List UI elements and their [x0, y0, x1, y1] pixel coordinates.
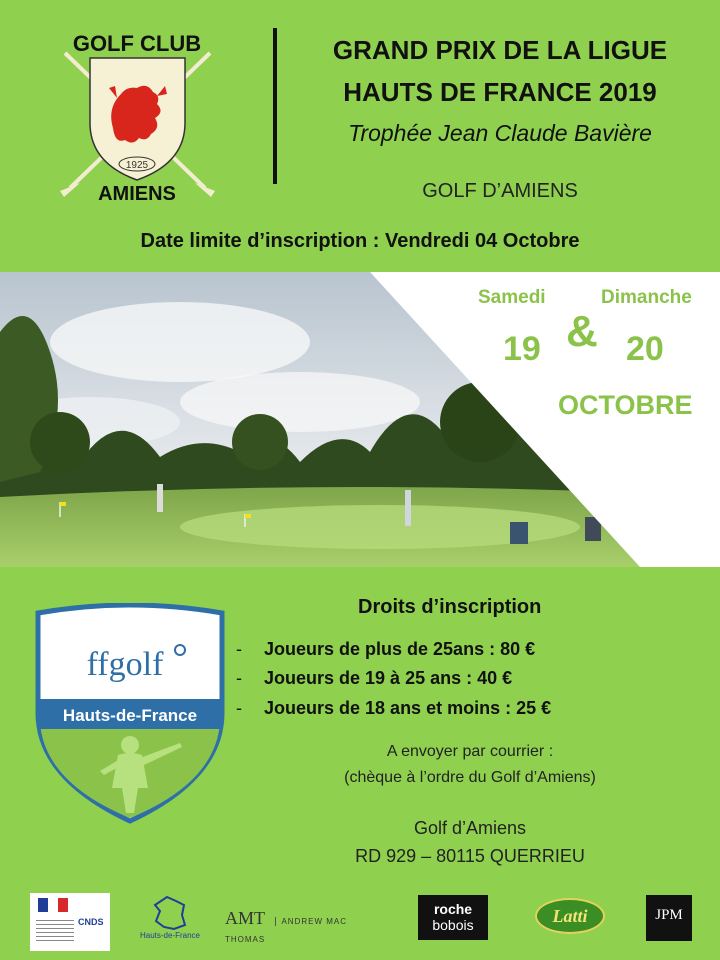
fee-bullet: - — [236, 698, 242, 718]
cheque-instruction: (chèque à l’ordre du Golf d’Amiens) — [344, 769, 596, 786]
registration-deadline: Date limite d’inscription : Vendredi 04 Octobre — [140, 230, 580, 252]
sponsor-andrew-mac-thomas — [225, 908, 390, 944]
fee-text: Joueurs de 19 à 25 ans : 40 € — [264, 668, 513, 688]
bobois-label: bobois — [432, 917, 474, 933]
fees-title: Droits d’inscription — [358, 596, 542, 618]
fee-bullet: - — [236, 639, 242, 659]
title-line-2: HAUTS DE FRANCE 2019 — [343, 77, 657, 107]
golf-club-amiens-logo — [45, 18, 230, 208]
fee-item — [236, 698, 551, 719]
badge-brand: ffgolf — [86, 646, 164, 683]
fee-text: Joueurs de 18 ans et moins : 25 € — [264, 698, 552, 718]
sponsor-jpm — [646, 895, 692, 941]
address-street: RD 929 – 80115 QUERRIEU — [355, 846, 585, 866]
sponsor-ministere-cnds — [30, 893, 110, 951]
venue-name: GOLF D’AMIENS — [422, 180, 578, 202]
title-line-1: GRAND PRIX DE LA LIGUE — [332, 35, 668, 65]
french-flag-icon — [38, 898, 68, 912]
fee-bullet: - — [236, 668, 242, 688]
logo-year: 1925 — [125, 160, 149, 171]
fee-item — [236, 639, 535, 660]
fee-item — [236, 668, 512, 689]
logo-top-text: GOLF CLUB — [72, 31, 202, 56]
header-divider — [273, 28, 277, 184]
latti-label: Latti — [552, 906, 588, 926]
roche-label: roche — [433, 901, 473, 917]
amt-name: ANDREW MAC THOMAS — [225, 917, 348, 944]
france-map-icon — [152, 895, 188, 931]
sponsor-roche-bobois — [418, 895, 488, 940]
ministry-text-lines — [36, 917, 74, 943]
date-month: OCTOBRE — [558, 390, 693, 420]
fee-text: Joueurs de plus de 25ans : 80 € — [264, 639, 536, 659]
badge-region: Hauts-de-France — [62, 706, 198, 725]
mail-instruction: A envoyer par courrier : — [386, 743, 554, 760]
region-logo-label: Hauts-de-France — [139, 931, 201, 940]
cnds-label: CNDS — [78, 917, 104, 927]
date-day-sunday: Dimanche — [601, 287, 692, 308]
address-name: Golf d’Amiens — [413, 818, 527, 838]
date-day-saturday: Samedi — [478, 287, 546, 308]
sponsor-latti — [535, 898, 605, 934]
date-ampersand: & — [566, 307, 598, 356]
logo-bottom-text: AMIENS — [98, 183, 176, 205]
ffgolf-hauts-de-france-badge — [30, 603, 230, 828]
jpm-label: JPM — [655, 907, 683, 923]
date-number-20: 20 — [626, 330, 664, 368]
trophy-subtitle: Trophée Jean Claude Bavière — [348, 120, 652, 146]
amt-mark: AMT — [225, 908, 265, 928]
date-number-19: 19 — [503, 330, 541, 368]
sponsor-region-hauts-de-france — [135, 893, 205, 951]
